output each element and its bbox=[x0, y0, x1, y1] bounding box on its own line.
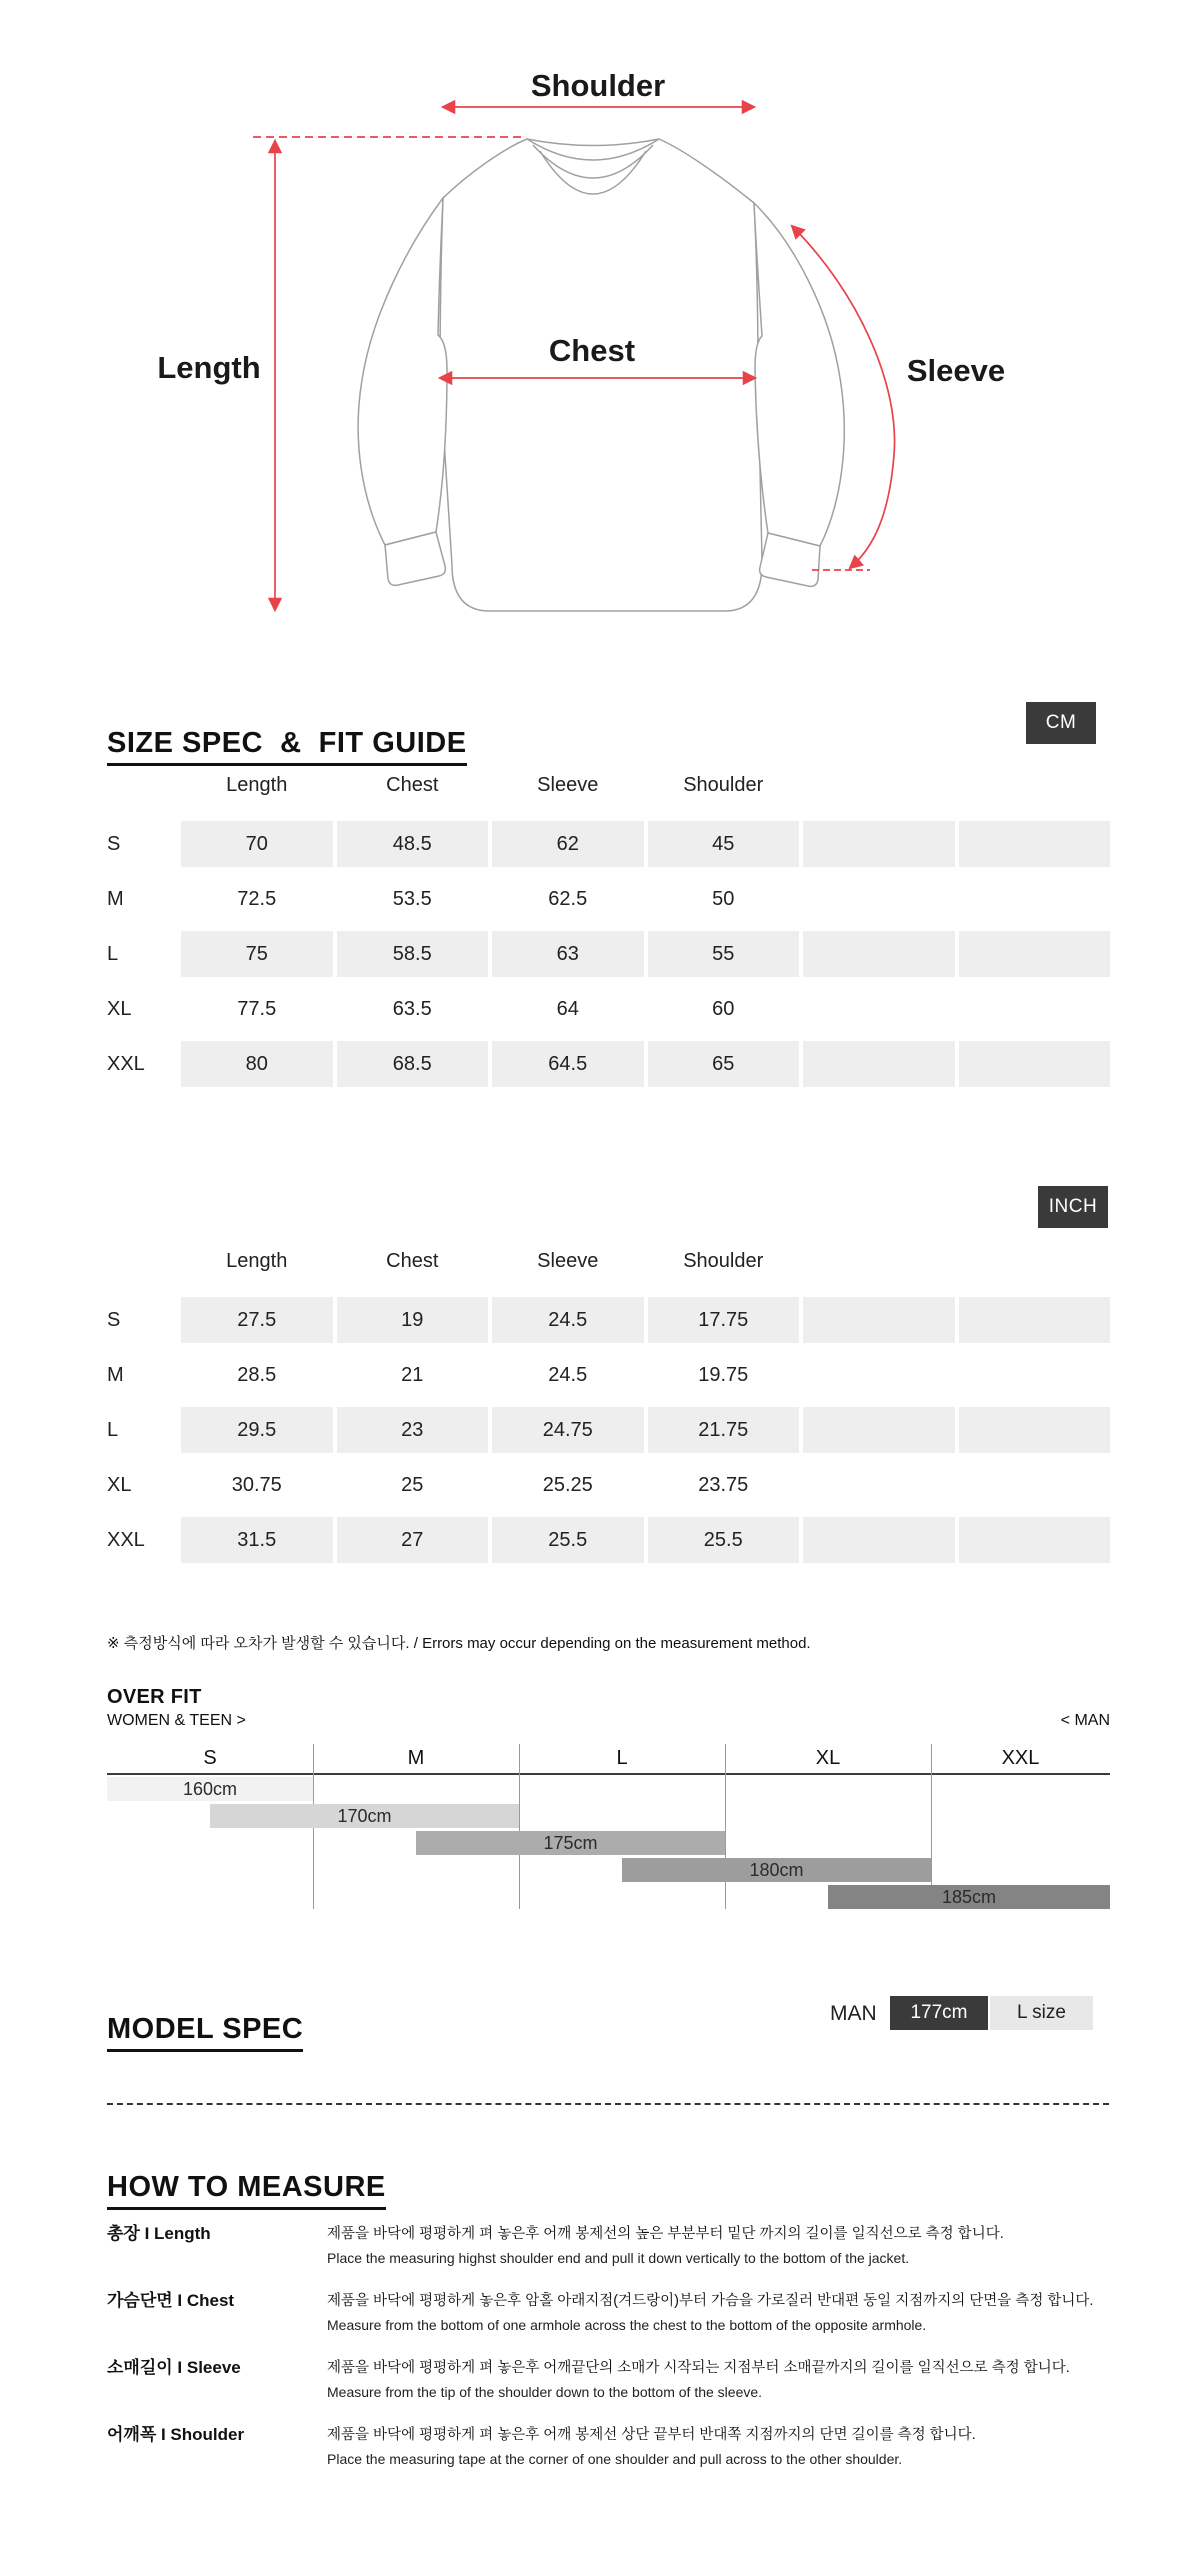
column-header: Length bbox=[226, 1249, 288, 1272]
over-fit-column-header: S bbox=[203, 1747, 217, 1769]
value-cell: 58.5 bbox=[337, 931, 489, 977]
shoulder-label: Shoulder bbox=[530, 68, 666, 103]
over-fit-range-labels bbox=[107, 1712, 1110, 1730]
column-header: Sleeve bbox=[537, 1249, 599, 1272]
garment-left-sleeve bbox=[358, 198, 447, 545]
measure-label: 어깨폭 I Shoulder bbox=[107, 2425, 245, 2444]
measure-row bbox=[107, 2222, 1111, 2270]
garment-body bbox=[440, 139, 762, 611]
size-label: M bbox=[107, 1363, 124, 1386]
sleeve-label: Sleeve bbox=[906, 353, 1006, 388]
height-range-bar: 170cm bbox=[210, 1804, 519, 1828]
garment-right-sleeve bbox=[754, 203, 844, 546]
empty-cell bbox=[803, 1041, 955, 1087]
model-spec-title: MODEL SPEC bbox=[107, 2014, 303, 2051]
table-row bbox=[107, 1297, 1110, 1343]
empty-cell bbox=[803, 876, 955, 922]
value-cell: 17.75 bbox=[648, 1297, 800, 1343]
column-header-empty bbox=[803, 768, 955, 802]
value-cell: 48.5 bbox=[337, 821, 489, 867]
column-header-empty bbox=[959, 768, 1111, 802]
measure-row bbox=[107, 2423, 1111, 2471]
value-cell: 27 bbox=[337, 1517, 489, 1563]
value-cell: 60 bbox=[712, 997, 735, 1020]
measure-description-ko: 제품을 바닥에 평평하게 펴 놓은후 어깨 봉제선의 높은 부분부터 밑단 까지의 길이를 일직선으로 측정 합니다. bbox=[327, 2226, 1004, 2242]
empty-cell bbox=[959, 876, 1111, 922]
measure-description bbox=[327, 2289, 1093, 2337]
table-row bbox=[107, 986, 1110, 1032]
value-cell: 23.75 bbox=[698, 1473, 749, 1496]
measure-description-en: Place the measuring tape at the corner of one shoulder and pull across to the other shoulder. bbox=[327, 2451, 903, 2467]
value-cell: 64 bbox=[556, 997, 579, 1020]
empty-cell bbox=[803, 1352, 955, 1398]
measure-label: 가슴단면 I Chest bbox=[107, 2291, 235, 2310]
value-cell: 21 bbox=[401, 1363, 424, 1386]
size-label: XL bbox=[107, 997, 132, 1020]
table-row bbox=[107, 1407, 1110, 1453]
size-table-header bbox=[107, 1244, 1110, 1278]
value-cell: 28.5 bbox=[237, 1363, 277, 1386]
value-cell: 77.5 bbox=[237, 997, 277, 1020]
measure-label: 총장 I Length bbox=[107, 2224, 211, 2243]
measure-description bbox=[327, 2423, 976, 2471]
value-cell: 75 bbox=[181, 931, 333, 977]
height-range-bar: 175cm bbox=[416, 1831, 725, 1855]
inch-unit-badge: INCH bbox=[1038, 1186, 1108, 1228]
model-size-badge: L size bbox=[990, 1996, 1093, 2030]
measure-description-ko: 제품을 바닥에 평평하게 펴 놓은후 어깨끝단의 소매가 시작되는 지점부터 소매끝까지의 길이를 일직선으로 측정 합니다. bbox=[327, 2360, 1070, 2376]
measurement-note: ※ 측정방식에 따라 오차가 발생할 수 있습니다. / Errors may occur depending on the measurement method. bbox=[107, 1635, 811, 1652]
measure-row bbox=[107, 2289, 1111, 2337]
model-height-badge: 177cm bbox=[890, 1996, 988, 2030]
measure-description-ko: 제품을 바닥에 평평하게 놓은후 암홀 아래지점(겨드랑이)부터 가슴을 가로질러 반대편 동일 지점까지의 단면을 측정 합니다. bbox=[327, 2293, 1094, 2309]
value-cell: 23 bbox=[337, 1407, 489, 1453]
table-row bbox=[107, 876, 1110, 922]
empty-cell bbox=[803, 1517, 955, 1563]
height-range-bar: 160cm bbox=[107, 1777, 313, 1801]
empty-cell bbox=[959, 1407, 1111, 1453]
over-fit-column-divider bbox=[725, 1744, 726, 1909]
sweatshirt-outline bbox=[358, 139, 844, 611]
empty-cell bbox=[959, 1462, 1111, 1508]
measure-description-en: Place the measuring highst shoulder end and pull it down vertically to the bottom of the jacket. bbox=[327, 2250, 910, 2266]
size-label: S bbox=[107, 832, 121, 855]
value-cell: 45 bbox=[648, 821, 800, 867]
empty-cell bbox=[803, 931, 955, 977]
dashed-divider bbox=[107, 2103, 1109, 2105]
value-cell: 72.5 bbox=[237, 887, 277, 910]
how-to-measure-title: HOW TO MEASURE bbox=[107, 2172, 386, 2209]
size-label: M bbox=[107, 887, 124, 910]
value-cell: 50 bbox=[712, 887, 735, 910]
column-header: Length bbox=[226, 773, 288, 796]
size-table-cm bbox=[107, 768, 1110, 1096]
size-label: S bbox=[107, 1308, 121, 1331]
value-cell: 21.75 bbox=[648, 1407, 800, 1453]
over-fit-title: OVER FIT bbox=[107, 1686, 202, 1708]
value-cell: 55 bbox=[648, 931, 800, 977]
size-column-spacer bbox=[107, 1244, 177, 1278]
value-cell: 24.75 bbox=[492, 1407, 644, 1453]
empty-cell bbox=[803, 1462, 955, 1508]
size-table-header bbox=[107, 768, 1110, 802]
value-cell: 25.5 bbox=[648, 1517, 800, 1563]
empty-cell bbox=[803, 1297, 955, 1343]
over-fit-column-header: M bbox=[407, 1747, 425, 1769]
value-cell: 62.5 bbox=[548, 887, 588, 910]
table-row bbox=[107, 931, 1110, 977]
over-fit-column-header: XXL bbox=[1001, 1747, 1040, 1769]
value-cell: 19.75 bbox=[698, 1363, 749, 1386]
cm-unit-badge: CM bbox=[1026, 702, 1096, 744]
size-label: XL bbox=[107, 1473, 132, 1496]
value-cell: 53.5 bbox=[392, 887, 432, 910]
column-header: Chest bbox=[386, 773, 439, 796]
empty-cell bbox=[959, 1297, 1111, 1343]
table-row bbox=[107, 1352, 1110, 1398]
empty-cell bbox=[959, 986, 1111, 1032]
value-cell: 64.5 bbox=[492, 1041, 644, 1087]
column-header-empty bbox=[959, 1244, 1111, 1278]
value-cell: 63.5 bbox=[392, 997, 432, 1020]
value-cell: 31.5 bbox=[181, 1517, 333, 1563]
how-to-measure-rows bbox=[107, 2222, 1111, 2490]
height-range-bar: 180cm bbox=[622, 1858, 931, 1882]
over-fit-chart-rule bbox=[107, 1773, 1110, 1775]
column-header: Shoulder bbox=[683, 773, 764, 796]
value-cell: 24.5 bbox=[548, 1363, 588, 1386]
measure-description bbox=[327, 2222, 1004, 2270]
measure-description bbox=[327, 2356, 1070, 2404]
value-cell: 65 bbox=[648, 1041, 800, 1087]
measure-label: 소매길이 I Sleeve bbox=[107, 2358, 241, 2377]
over-fit-left-label: WOMEN & TEEN > bbox=[107, 1712, 246, 1729]
value-cell: 24.5 bbox=[492, 1297, 644, 1343]
empty-cell bbox=[959, 821, 1111, 867]
model-gender-label: MAN bbox=[830, 2002, 877, 2025]
table-row bbox=[107, 1517, 1110, 1563]
size-label: L bbox=[107, 942, 119, 965]
empty-cell bbox=[959, 1517, 1111, 1563]
size-column-spacer bbox=[107, 768, 177, 802]
value-cell: 19 bbox=[337, 1297, 489, 1343]
value-cell: 70 bbox=[181, 821, 333, 867]
measure-description-en: Measure from the tip of the shoulder down to the bottom of the sleeve. bbox=[327, 2384, 763, 2400]
table-row bbox=[107, 1041, 1110, 1087]
value-cell: 25 bbox=[401, 1473, 424, 1496]
table-row bbox=[107, 821, 1110, 867]
size-label: XXL bbox=[107, 1528, 145, 1551]
empty-cell bbox=[803, 1407, 955, 1453]
height-range-bar: 185cm bbox=[828, 1885, 1110, 1909]
empty-cell bbox=[803, 986, 955, 1032]
column-header: Sleeve bbox=[537, 773, 599, 796]
empty-cell bbox=[959, 931, 1111, 977]
size-spec-title: SIZE SPEC & FIT GUIDE bbox=[107, 728, 467, 765]
empty-cell bbox=[959, 1041, 1111, 1087]
size-table-inch bbox=[107, 1244, 1110, 1572]
value-cell: 25.5 bbox=[492, 1517, 644, 1563]
empty-cell bbox=[959, 1352, 1111, 1398]
over-fit-chart bbox=[107, 1744, 1110, 1910]
value-cell: 68.5 bbox=[337, 1041, 489, 1087]
column-header: Chest bbox=[386, 1249, 439, 1272]
chest-label: Chest bbox=[548, 333, 636, 368]
value-cell: 62 bbox=[492, 821, 644, 867]
value-cell: 25.25 bbox=[542, 1473, 593, 1496]
size-label: L bbox=[107, 1418, 119, 1441]
over-fit-right-label: < MAN bbox=[1060, 1712, 1110, 1729]
measure-row bbox=[107, 2356, 1111, 2404]
length-label: Length bbox=[157, 350, 261, 385]
value-cell: 30.75 bbox=[231, 1473, 282, 1496]
column-header-empty bbox=[803, 1244, 955, 1278]
size-label: XXL bbox=[107, 1052, 145, 1075]
table-row bbox=[107, 1462, 1110, 1508]
value-cell: 63 bbox=[492, 931, 644, 977]
over-fit-column-header: L bbox=[616, 1747, 628, 1769]
over-fit-column-divider bbox=[519, 1744, 520, 1909]
column-header: Shoulder bbox=[683, 1249, 764, 1272]
value-cell: 29.5 bbox=[181, 1407, 333, 1453]
value-cell: 27.5 bbox=[181, 1297, 333, 1343]
over-fit-column-header: XL bbox=[815, 1747, 841, 1769]
value-cell: 80 bbox=[181, 1041, 333, 1087]
empty-cell bbox=[803, 821, 955, 867]
garment-measure-diagram bbox=[0, 0, 1201, 645]
measure-description-en: Measure from the bottom of one armhole across the chest to the bottom of the opposite armhole. bbox=[327, 2317, 927, 2333]
measure-description-ko: 제품을 바닥에 평평하게 펴 놓은후 어깨 봉제선 상단 끝부터 반대쪽 지점까지의 단면 길이를 측정 합니다. bbox=[327, 2427, 976, 2443]
